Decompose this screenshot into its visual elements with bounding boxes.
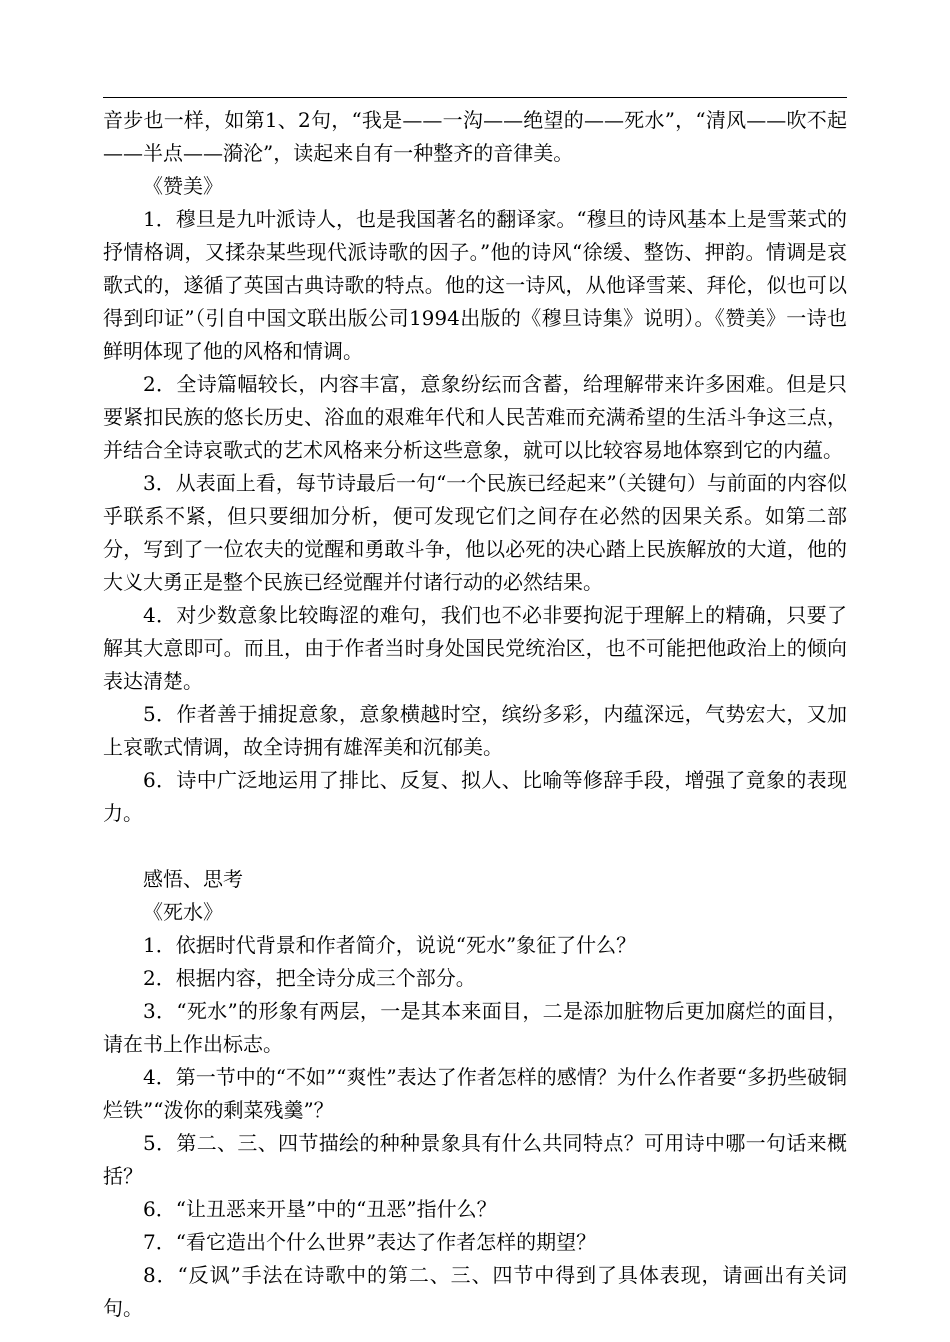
section-title-sishui: 《死水》 [143,900,223,924]
question-item: 4．第一节中的“不如”“爽性”表达了作者怎样的感情？为什么作者要“多扔些破铜烂铁”“泼你的剩菜残羹”？ [103,1065,847,1122]
header-rule [103,97,847,98]
question-item: 7．“看它造出个什么世界”表达了作者怎样的期望？ [143,1230,597,1254]
question-item: 1．依据时代背景和作者简介，说说“死水”象征了什么？ [143,933,637,957]
section-heading-ganwu: 感悟、思考 [143,867,243,891]
blank-line [103,830,847,863]
question-item: 6．“让丑恶来开垦”中的“丑恶”指什么？ [143,1197,497,1221]
question-item: 2．根据内容，把全诗分成三个部分。 [143,966,476,990]
paragraph: 4．对少数意象比较晦涩的难句，我们也不必非要拘泥于理解上的精确，只要了解其大意即可。而且，由于作者当时身处国民党统治区，也不可能把他政治上的倾向表达清楚。 [103,603,847,693]
paragraph: 1．穆旦是九叶派诗人，也是我国著名的翻译家。“穆旦的诗风基本上是雪莱式的抒情格调，又揉杂某些现代派诗歌的因子。”他的诗风“徐缓、整饬、押韵。情调是哀歌式的，遂循了英国古典诗歌的特点。他的这一诗风，从他译雪莱、拜伦，似也可以得到印证”（引自中国文联出版公司1994出版的《穆旦诗集》说明）。《赞美》一诗也鲜明体现了他的风格和情调。 [103,207,847,363]
question-item: 3．“死水”的形象有两层，一是其本来面目，二是添加脏物后更加腐烂的面目，请在书上作出标志。 [103,999,847,1056]
question-item: 8．“反讽”手法在诗歌中的第二、三、四节中得到了具体表现，请画出有关词句。 [103,1263,847,1320]
section-title-zanmei: 《赞美》 [143,174,223,198]
paragraph: 5．作者善于捕捉意象，意象横越时空，缤纷多彩，内蕴深远，气势宏大，又加上哀歌式情调，故全诗拥有雄浑美和沉郁美。 [103,702,847,759]
paragraph: 3．从表面上看，每节诗最后一句“一个民族已经起来”（关键句）与前面的内容似乎联系不紧，但只要细加分析，便可发现它们之间存在必然的因果关系。如第二部分，写到了一位农夫的觉醒和勇敢斗争，他以必死的决心踏上民族解放的大道，他的大义大勇正是整个民族已经觉醒并付诸行动的必然结果。 [103,471,847,594]
paragraph-continuation: 音步也一样，如第1、2句，“我是——一沟——绝望的——死水”，“清风——吹不起——半点——漪沦”，读起来自有一种整齐的音律美。 [103,108,847,165]
paragraph: 6．诗中广泛地运用了排比、反复、拟人、比喻等修辞手段，增强了竟象的表现力。 [103,768,847,825]
paragraph: 2．全诗篇幅较长，内容丰富，意象纷纭而含蓄，给理解带来许多困难。但是只要紧扣民族的悠长历史、浴血的艰难年代和人民苦难而充满希望的生活斗争这三点，并结合全诗哀歌式的艺术风格来分析这些意象，就可以比较容易地体察到它的内蕴。 [103,372,847,462]
question-item: 5．第二、三、四节描绘的种种景象具有什么共同特点？可用诗中哪一句话来概括？ [103,1131,847,1188]
document-body [103,104,847,1325]
